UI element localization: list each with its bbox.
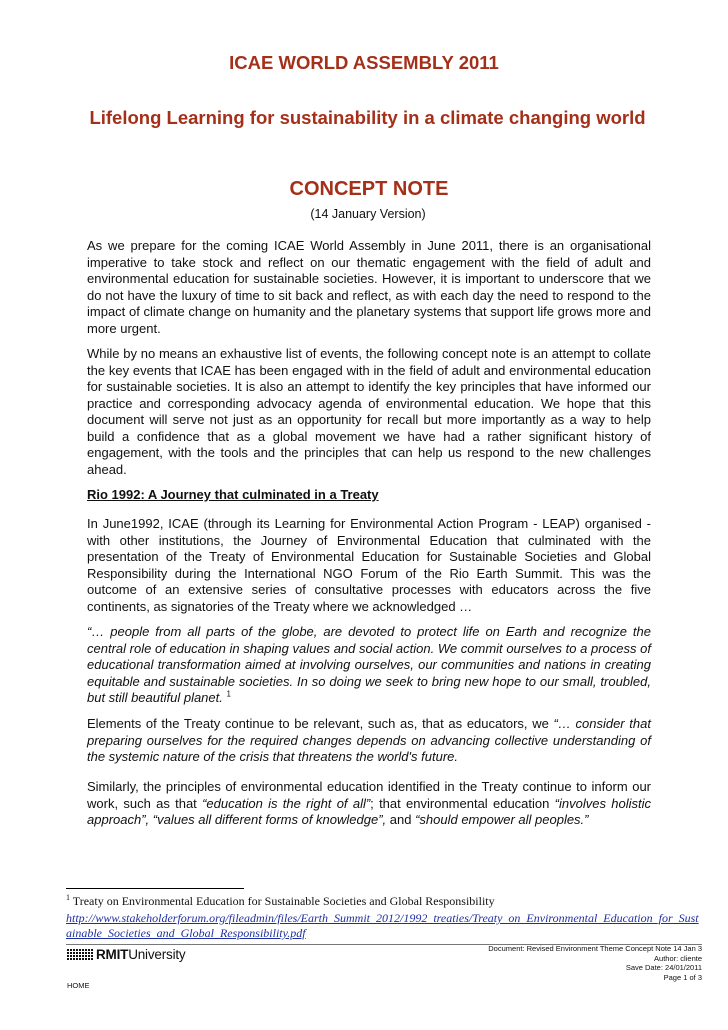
rmit-logo (67, 946, 185, 962)
treaty-quote (87, 624, 651, 707)
page-number: Page 1 of 3 (663, 972, 702, 982)
principles-quote-1: “education is the right of all” (202, 795, 371, 811)
save-date-line: Save Date: 24/01/2011 (625, 963, 702, 972)
logo-word-university: University (128, 946, 186, 962)
principles-text-b: ; that environmental education (370, 795, 555, 811)
treaty-quote-text: “… people from all parts of the globe, are devoted to protect life on Earth and recognize the central role of education in shaping values and social action. We commit ourselves to a process of educational transformation aimed at involving ourselves, our communities and nations in creating equitable and sustainable societies. In so doing we seek to bring new hope to our small, troubled, but still beautiful planet. (87, 624, 651, 705)
rio-paragraph: In June1992, ICAE (through its Learning for Environmental Action Program - LEAP) organised - with other institutions, the Journey of Environmental Education that culminated with the presentation of the Treaty of Environmental Education for Sustainable Societies and Global Responsibility during the International NGO Forum of the Rio Earth Summit. This was the outcome of an extensive series of consultative processes with educators across the five continents, as signatories of the Treaty where we acknowledged … (87, 516, 651, 614)
author-line: Author: cliente (654, 953, 702, 963)
footnote-reference[interactable]: 1 (226, 689, 231, 699)
elements-quote-text: “… consider that preparing ourselves for the required changes depends on advancing collective understanding of the systemic nature of the crisis that threatens the world's future. (87, 716, 651, 764)
intro-paragraph: As we prepare for the coming ICAE World Assembly in June 2011, there is an organisational imperative to take stock and reflect on our thematic engagement with the field of adult and environmental education for sustainable societies. However, it is important to underscore that we do not have the luxury of time to sit back and reflect, as with each day the need to respond to the impact of climate change on humanity and the planetary systems that support life grows more and more urgent. (87, 238, 651, 336)
footnote-divider (66, 888, 244, 889)
elements-paragraph (87, 716, 651, 766)
home-link[interactable]: HOME (67, 981, 90, 990)
footnote-title: Treaty on Environmental Education for Sustainable Societies and Global Responsibility (72, 894, 495, 908)
principles-quote-2: “involves holistic approach”, “values all different forms of knowledge”, (87, 795, 651, 827)
footnote-text (66, 894, 702, 908)
assembly-title: ICAE WORLD ASSEMBLY 2011 (229, 52, 499, 73)
concept-note-heading: CONCEPT NOTE (289, 178, 449, 200)
logo-word-rmit: RMIT (96, 946, 129, 962)
elements-lead-text: Elements of the Treaty continue to be relevant, such as, that as educators, we (87, 716, 554, 731)
rmit-pixel-icon (67, 949, 93, 960)
doc-name-line: Document: Revised Environment Theme Concept Note 14 Jan 3 (488, 944, 702, 953)
principles-quote-3: “should empower all peoples.” (415, 812, 589, 827)
document-subtitle: Lifelong Learning for sustainability in a climate changing world (89, 107, 646, 128)
version-label: (14 January Version) (310, 207, 426, 221)
section-heading-rio-1992: Rio 1992: A Journey that culminated in a Treaty (87, 487, 379, 502)
logo-wordmark (96, 947, 185, 962)
principles-paragraph (87, 779, 651, 829)
purpose-paragraph: While by no means an exhaustive list of events, the following concept note is an attempt to collate the key events that ICAE has been engaged with in the field of adult and environmental education for sustainable societies. It is also an attempt to identify the key principles that have informed our practice and corresponding advocacy agenda of environmental education. We hope that this document will serve not just as an opportunity for recall but more importantly as a way to help build a confidence that as a global movement we have had a rather significant history of engagement, with the tools and the principles that can help us respond to the new challenges ahead. (87, 346, 651, 477)
footnote-number: 1 (66, 893, 70, 902)
footnote-link[interactable]: http://www.stakeholderforum.org/fileadmin/files/Earth_Summit_2012/1992_treaties/Treaty_on_Environmental_Education_for_Sustainable_Societies_and_Global_Responsibility.pdf (66, 911, 699, 940)
principles-text-c: and (386, 812, 416, 827)
document-metadata (422, 944, 702, 982)
principles-text-a: Similarly, the principles of environmental education identified in the Treaty continue to inform our work, such as that (87, 779, 651, 811)
